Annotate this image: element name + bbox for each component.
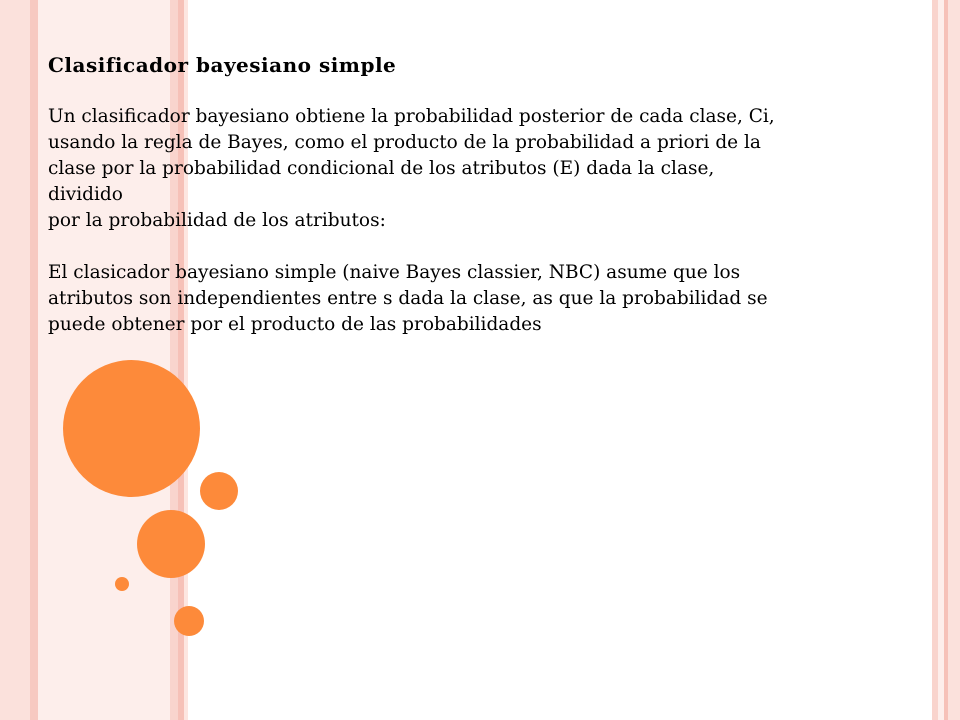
decorative-circle-medium	[137, 510, 205, 578]
left-stripe-1	[0, 0, 30, 720]
decorative-circle-large	[63, 360, 200, 497]
slide-title: Clasificador bayesiano simple	[48, 53, 397, 77]
left-stripe-2	[30, 0, 38, 720]
slide-content	[48, 50, 928, 338]
paragraph-spacer	[48, 234, 928, 260]
paragraph-naive-bayes: El clasicador bayesiano simple (naive Bayes classier, NBC) asume que los atributos son independientes entre s dada la clase, as que la probabilidad se puede obtener por el producto de las probabilidades	[48, 262, 768, 335]
decorative-circle-small-bottom	[174, 606, 204, 636]
paragraph-bayes-rule: Un clasificador bayesiano obtiene la probabilidad posterior de cada clase, Ci, usando la regla de Bayes, como el producto de la probabilidad a priori de la clase por la probabilidad condicional de los atributos (E) dada la clase, dividido por la probabilidad de los atributos:	[48, 106, 775, 231]
right-stripe-4	[948, 0, 960, 720]
decorative-circle-small-right	[200, 472, 238, 510]
decorative-circle-tiny	[115, 577, 129, 591]
